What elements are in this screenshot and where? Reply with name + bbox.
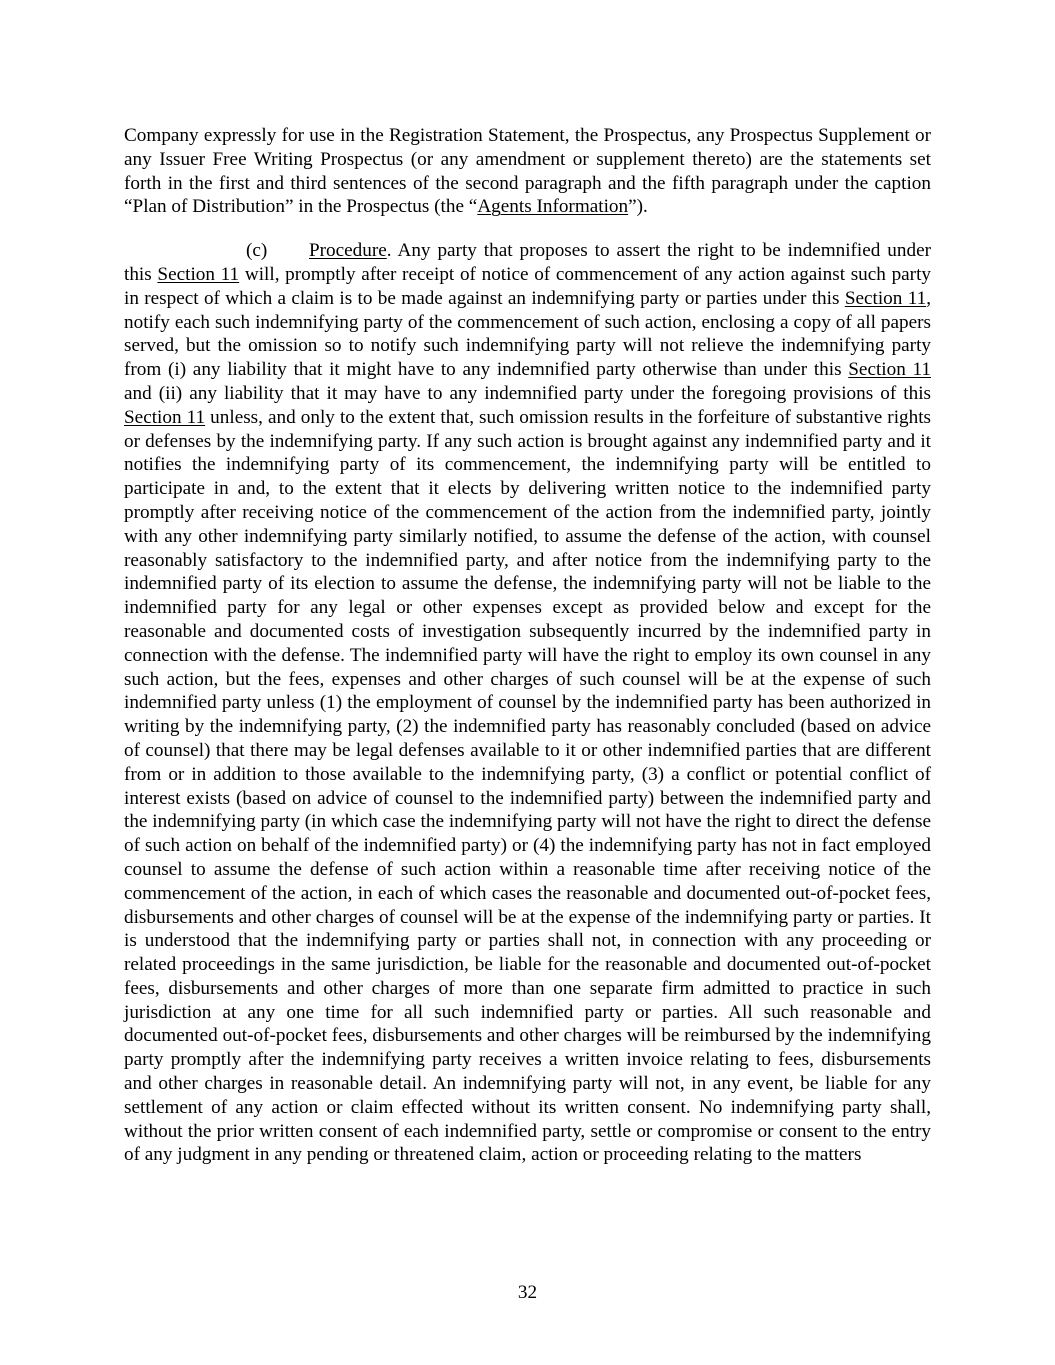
section-reference: Section 11 xyxy=(844,287,927,309)
paragraph-text: , notify each such indemnifying party of the commencement of such action, enclosing a copy of all papers served, but the omission so to notify such indemnifying party will not relieve the indemnifying party from (i) any liability that it might have to any indemnified party otherwise than under this xyxy=(124,287,931,381)
paragraph-text: unless, and only to the extent that, such omission results in the forfeiture of substantive rights or defenses by the indemnifying party. If any such action is brought against any indemnified party and it notifies the indemnifying party of its commencement, the indemnifying party will be entitled to participate in and, to the extent that it elects by delivering written notice to the indemnified party promptly after receiving notice of the commencement of the action from the indemnified party, jointly with any other indemnifying party similarly notified, to assume the defense of the action, with counsel reasonably satisfactory to the indemnified party, and after notice from the indemnifying party to the indemnified party of its election to assume the defense, the indemnifying party will not be liable to the indemnified party for any legal or other expenses except as provided below and except for the reasonable and documented costs of investigation subsequently incurred by the indemnified party in connection with the defense. The indemnified party will have the right to employ its own counsel in any such action, but the fees, expenses and other charges of such counsel will be at the expense of such indemnified party unless (1) the employment of counsel by the indemnified party has been authorized in writing by the indemnifying party, (2) the indemnified party has reasonably concluded (based on advice of counsel) that there may be legal defenses available to it or other indemnified parties that are different from or in addition to those available to the indemnifying party, (3) a conflict or potential conflict of interest exists (based on advice of counsel to the indemnified party) between the indemnified party and the indemnifying party (in which case the indemnifying party will not have the right to direct the defense of such action on behalf of the indemnified party) or (4) the indemnifying party has not in fact employed counsel to assume the defense of such action within a reasonable time after receiving notice of the commencement of the action, in each of which cases the reasonable and documented out-of-pocket fees, disbursements and other charges of counsel will be at the expense of the indemnifying party or parties. It is understood that the indemnifying party or parties shall not, in connection with any proceeding or related proceedings in the same jurisdiction, be liable for the reasonable and documented out-of-pocket fees, disbursements and other charges of more than one separate firm admitted to practice in such jurisdiction at any one time for all such indemnified party or parties. All such reasonable and documented out-of-pocket fees, disbursements and other charges will be reimbursed by the indemnifying party promptly after the indemnifying party receives a written invoice relating to fees, disbursements and other charges in reasonable detail. An indemnifying party will not, in any event, be liable for any settlement of any action or claim effected without its written consent. No indemnifying party shall, without the prior written consent of each indemnified party, settle or compromise or consent to the entry of any judgment in any pending or threatened claim, action or proceeding relating to the matters xyxy=(124,406,932,1166)
paragraph-text: . Any party that proposes to assert the right to be indemnified under this xyxy=(124,240,931,285)
paragraph-text: will, promptly after receipt of notice of commencement of any action against such party in respect of which a claim is to be made against an indemnifying party or parties under this xyxy=(124,263,931,309)
paragraph-procedure xyxy=(124,239,931,1167)
clause-heading: Procedure xyxy=(309,240,387,262)
section-reference: Section 11 xyxy=(848,359,931,381)
document-page xyxy=(124,124,931,1167)
paragraph-text: and (ii) any liability that it may have to any indemnified party under the foregoing provisions of this xyxy=(124,382,931,404)
section-reference: Section 11 xyxy=(124,406,206,428)
paragraph-text: Company expressly for use in the Registration Statement, the Prospectus, any Prospectus Supplement or any Issuer Free Writing Prospectus (or any amendment or supplement thereto) are the statements set forth in the first and third sentences of the second paragraph and the fifth paragraph under the caption “Plan of Distribution” in the Prospectus (the “ xyxy=(124,125,931,218)
section-reference: Section 11 xyxy=(157,263,240,285)
paragraph-agents-information xyxy=(124,124,931,219)
defined-term-agents-information: Agents Information xyxy=(477,196,629,218)
page-number: 32 xyxy=(517,1282,538,1303)
paragraph-text: ”). xyxy=(628,196,648,218)
clause-label: (c) xyxy=(246,240,268,262)
